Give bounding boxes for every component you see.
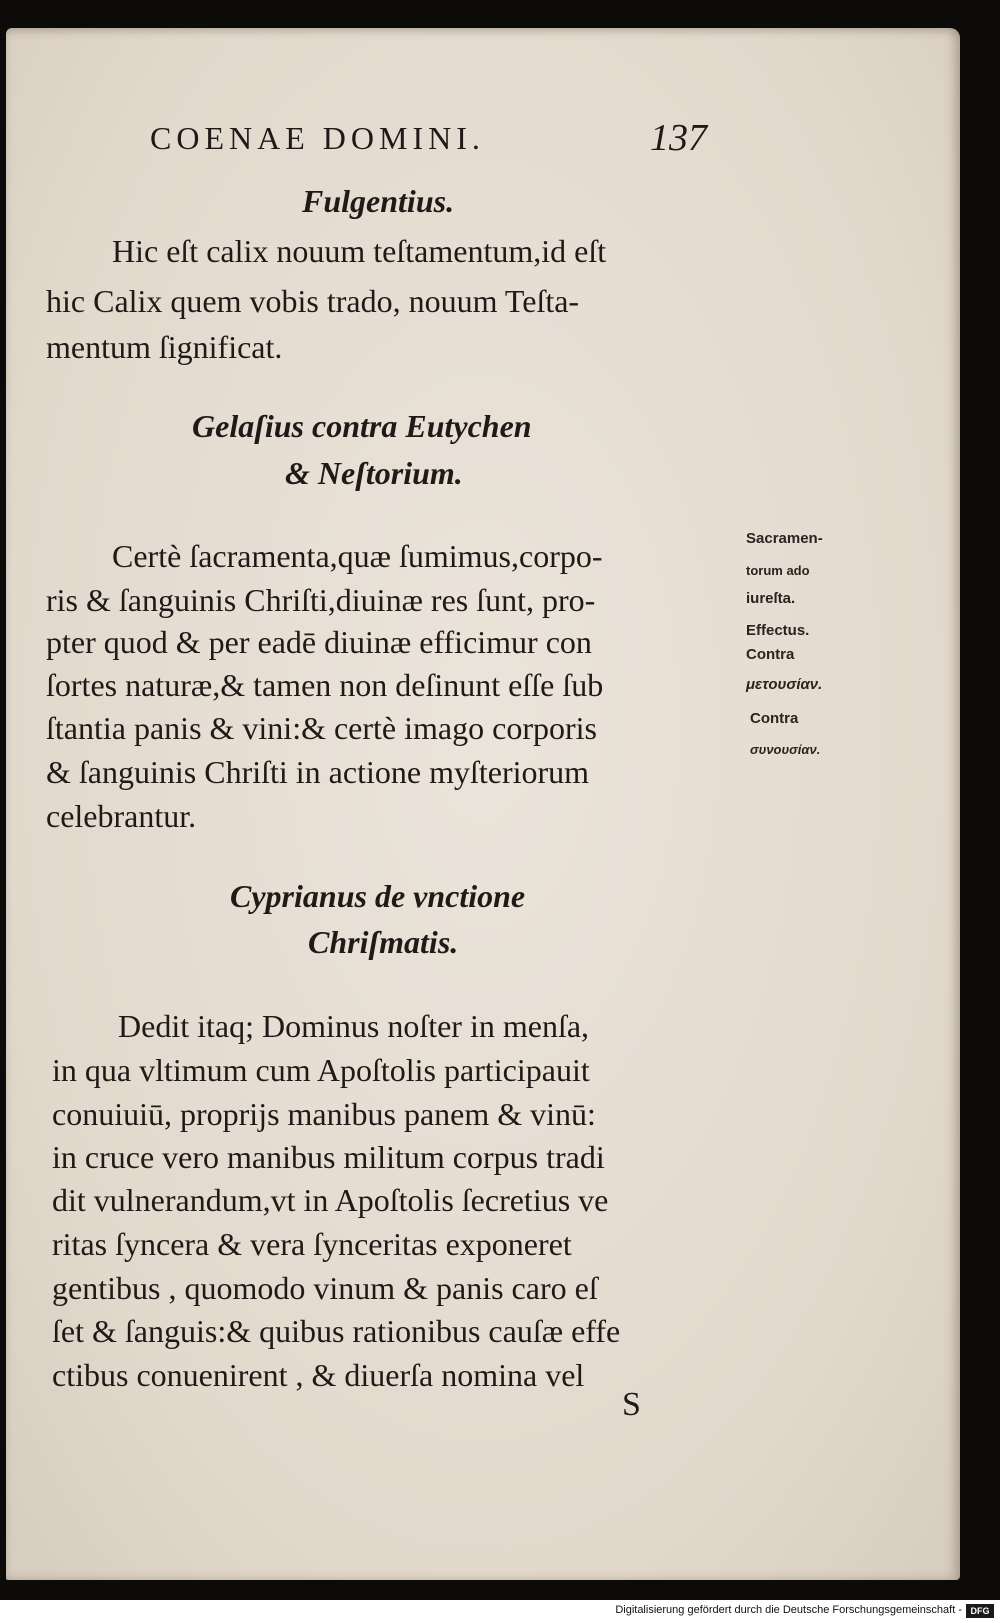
margin-note: συνουσίαν. bbox=[750, 742, 821, 757]
text-line: ſortes naturæ,& tamen non deſinunt eſſe ſub bbox=[46, 667, 604, 703]
section-heading-gelasius-line2: & Neſtorium. bbox=[285, 455, 463, 491]
margin-note: Sacramen- bbox=[746, 530, 823, 547]
margin-note: μετουσίαν. bbox=[746, 676, 823, 693]
section-heading-cyprianus-line2: Chriſmatis. bbox=[308, 924, 459, 960]
text-line: Certè ſacramenta,quæ ſumimus,corpo- bbox=[112, 538, 603, 574]
running-head: COENAE DOMINI. bbox=[150, 120, 485, 156]
text-line: ſet & ſanguis:& quibus rationibus cauſæ effe bbox=[52, 1313, 621, 1349]
text-line: mentum ſignificat. bbox=[46, 329, 283, 365]
text-line: gentibus , quomodo vinum & panis caro eſ bbox=[52, 1270, 598, 1306]
text-line: celebrantur. bbox=[46, 798, 197, 834]
section-heading-fulgentius: Fulgentius. bbox=[302, 183, 455, 219]
text-line: conuiuiū, proprijs manibus panem & vinū: bbox=[52, 1096, 596, 1132]
margin-note: Effectus. bbox=[746, 622, 810, 639]
page-number: 137 bbox=[650, 117, 707, 159]
section-heading-gelasius: Gelaſius contra Eutychen bbox=[192, 408, 532, 444]
text-line: hic Calix quem vobis trado, nouum Teſta- bbox=[46, 283, 580, 319]
text-line: Hic eſt calix nouum teſtamentum,id eſt bbox=[112, 233, 607, 269]
margin-note: Contra bbox=[750, 710, 799, 727]
funding-credit: Digitalisierung gefördert durch die Deutsche Forschungsgemeinschaft - bbox=[615, 1604, 962, 1616]
section-heading-cyprianus: Cyprianus de vnctione bbox=[230, 878, 526, 914]
text-line: & ſanguinis Chriſti in actione myſteriorum bbox=[46, 754, 590, 790]
dfg-logo: DFG bbox=[966, 1604, 994, 1618]
text-line: ris & ſanguinis Chriſti,diuinæ res ſunt, pro- bbox=[46, 582, 596, 618]
text-line: ſtantia panis & vini:& certè imago corporis bbox=[46, 710, 597, 746]
text-line: in qua vltimum cum Apoſtolis participauit bbox=[52, 1052, 590, 1088]
footer-bar bbox=[0, 1600, 1000, 1623]
margin-note: torum ado bbox=[746, 563, 810, 578]
text-line: pter quod & per eadē diuinæ efficimur con bbox=[46, 624, 592, 660]
text-line: dit vulnerandum,vt in Apoſtolis ſecretius ve bbox=[52, 1182, 609, 1218]
text-line: Dedit itaq; Dominus noſter in menſa, bbox=[118, 1008, 590, 1044]
text-line: in cruce vero manibus militum corpus tradi bbox=[52, 1139, 605, 1175]
margin-note: Contra bbox=[746, 646, 795, 663]
text-line: ritas ſyncera & vera ſynceritas exponeret bbox=[52, 1226, 572, 1262]
margin-note: iureſta. bbox=[746, 590, 796, 607]
signature-mark: S bbox=[622, 1386, 641, 1423]
text-line: ctibus conuenirent , & diuerſa nomina vel bbox=[52, 1357, 585, 1393]
